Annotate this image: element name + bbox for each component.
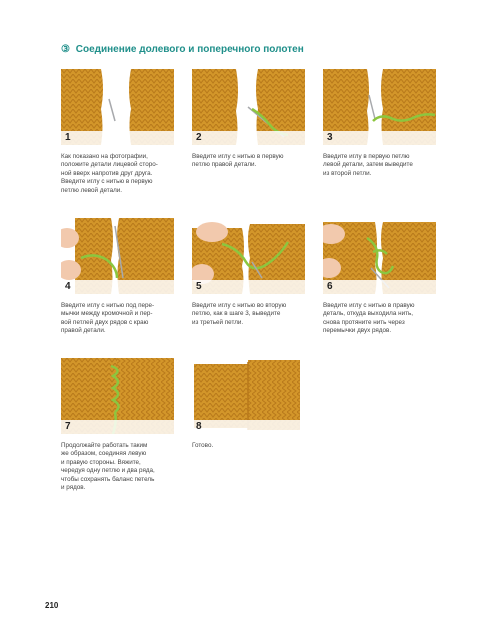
step-6-badge bbox=[323, 280, 436, 294]
caption-line: петлю, как в шаге 3, выведите bbox=[192, 310, 281, 318]
caption-line: Как показано на фотографии, bbox=[61, 153, 148, 160]
caption-line: мычки между кромочной и пер- bbox=[61, 310, 153, 318]
step-3-photo bbox=[323, 69, 436, 145]
caption-line: Введите иглу в первую петлю bbox=[323, 153, 410, 160]
caption-line: Введите иглу с нитью в правую bbox=[323, 302, 415, 309]
caption-line: Введите иглу с нитью в первую bbox=[192, 153, 284, 160]
step-2-photo bbox=[192, 69, 305, 145]
step-4 bbox=[61, 218, 174, 336]
step-4-caption bbox=[61, 302, 174, 336]
step-6-number: 6 bbox=[327, 281, 333, 292]
step-2-caption bbox=[192, 153, 305, 170]
step-5-number: 5 bbox=[196, 281, 202, 292]
step-5 bbox=[192, 218, 305, 327]
section-title: Соединение долевого и поперечного полотен bbox=[75, 44, 304, 55]
step-6 bbox=[323, 218, 436, 336]
step-8-number: 8 bbox=[196, 421, 202, 432]
step-4-photo bbox=[61, 218, 174, 294]
caption-line: вой петлей двух рядов с краю bbox=[61, 318, 149, 326]
step-7 bbox=[61, 358, 174, 492]
caption-line: ной вверх напротив друг друга. bbox=[61, 169, 153, 177]
step-8-photo bbox=[192, 358, 305, 434]
caption-line: петлю правой детали. bbox=[192, 161, 257, 169]
step-4-badge bbox=[61, 280, 174, 294]
step-5-caption bbox=[192, 302, 305, 327]
caption-line: из третьей петли. bbox=[192, 318, 244, 326]
caption-line: перемычки двух рядов. bbox=[323, 327, 392, 335]
caption-line: правой детали. bbox=[61, 327, 106, 335]
step-2-badge bbox=[192, 131, 305, 145]
section-heading bbox=[61, 44, 441, 55]
step-1-number: 1 bbox=[65, 132, 71, 143]
step-6-photo bbox=[323, 218, 436, 294]
step-3-caption bbox=[323, 153, 436, 178]
step-8-badge bbox=[192, 420, 305, 434]
section-number: ③ bbox=[61, 44, 70, 55]
caption-line: и рядов. bbox=[61, 484, 86, 492]
step-1-caption bbox=[61, 153, 174, 195]
step-8-caption bbox=[192, 442, 305, 450]
step-7-badge bbox=[61, 420, 174, 434]
caption-line: снова протяните нить через bbox=[323, 318, 405, 326]
step-2 bbox=[192, 69, 305, 170]
caption-line: из второй петли. bbox=[323, 169, 372, 177]
caption-line: левой детали, затем выведите bbox=[323, 161, 413, 169]
caption-line: Продолжайте работать таким bbox=[61, 442, 148, 449]
caption-line: чередуя одну петлю и два ряда, bbox=[61, 467, 155, 475]
caption-line: положите детали лицевой сторо- bbox=[61, 161, 158, 169]
step-3-badge bbox=[323, 131, 436, 145]
caption-line: Введите иглу с нитью в первую bbox=[61, 178, 153, 186]
step-1-badge bbox=[61, 131, 174, 145]
page-number: 210 bbox=[45, 601, 59, 610]
caption-line: петлю левой детали. bbox=[61, 186, 123, 194]
step-8 bbox=[192, 358, 305, 450]
step-6-caption bbox=[323, 302, 436, 336]
caption-line: Введите иглу с нитью под пере- bbox=[61, 302, 155, 309]
caption-line: же образом, соединяя левую bbox=[61, 450, 147, 458]
step-5-photo bbox=[192, 218, 305, 294]
caption-line: и правую стороны. Вяжите, bbox=[61, 458, 141, 466]
caption-line: Готово. bbox=[192, 442, 214, 449]
step-3 bbox=[323, 69, 436, 178]
step-7-photo bbox=[61, 358, 174, 434]
caption-line: чтобы сохранять баланс петель bbox=[61, 475, 155, 483]
step-7-number: 7 bbox=[65, 421, 71, 432]
caption-line: деталь, откуда выходила нить, bbox=[323, 310, 414, 318]
step-1 bbox=[61, 69, 174, 195]
step-3-number: 3 bbox=[327, 132, 333, 143]
caption-line: Введите иглу с нитью во вторую bbox=[192, 302, 287, 309]
step-4-number: 4 bbox=[65, 281, 71, 292]
step-7-caption bbox=[61, 442, 174, 492]
step-5-badge bbox=[192, 280, 305, 294]
step-1-photo bbox=[61, 69, 174, 145]
step-2-number: 2 bbox=[196, 132, 202, 143]
